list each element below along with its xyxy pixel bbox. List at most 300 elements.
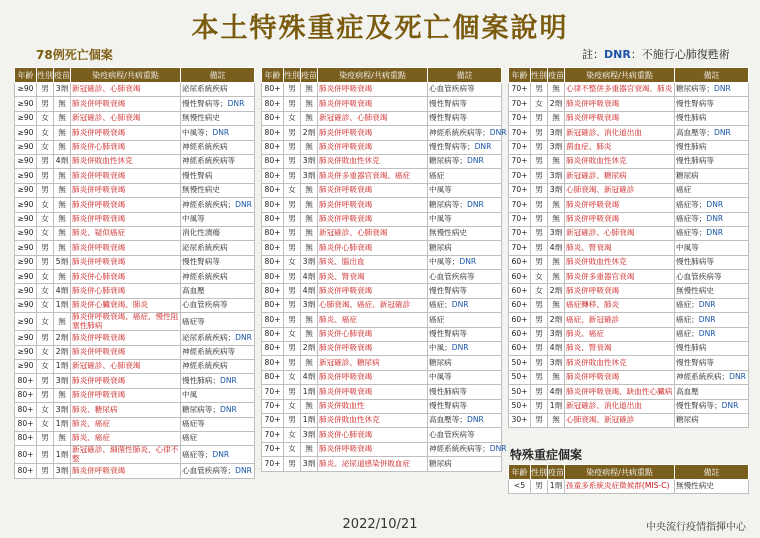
header-row: [262, 68, 502, 83]
sex-cell: 男: [284, 270, 301, 284]
disease-course-cell: 肺炎併呼吸衰竭: [71, 331, 181, 345]
remarks-cell: [181, 241, 255, 255]
age-cell: 30+: [509, 413, 531, 427]
sex-cell: 男: [531, 169, 548, 183]
table-row: [15, 431, 255, 445]
remark-text: 癌症等；: [676, 213, 707, 223]
table-row: [15, 111, 255, 125]
column-header: 疫苗: [301, 68, 318, 83]
remark-text: 中風等: [676, 242, 699, 252]
age-cell: 70+: [262, 413, 284, 427]
disease-course-cell: 肺炎、癌症: [565, 327, 675, 341]
dnr-flag: DNR: [706, 228, 724, 238]
vaccine-cell: 1劑: [301, 385, 318, 399]
table-row: [509, 198, 749, 212]
vaccine-cell: 無: [548, 270, 565, 284]
sex-cell: 男: [284, 385, 301, 399]
sex-cell: 女: [37, 226, 54, 240]
remarks-cell: [428, 111, 502, 125]
vaccine-cell: 無: [301, 183, 318, 197]
remark-text: 糖尿病: [429, 458, 452, 468]
disease-course-cell: 新冠確診、心肺衰竭: [71, 111, 181, 125]
dnr-note: [582, 46, 730, 62]
vaccine-cell: 1劑: [54, 360, 71, 374]
remarks-cell: [675, 298, 749, 312]
column-header: 性別: [531, 465, 548, 480]
disease-course-cell: 新冠確診、糖尿病: [565, 169, 675, 183]
age-cell: 50+: [509, 399, 531, 413]
disease-course-cell: 肺炎併敗血性休克: [565, 154, 675, 168]
dnr-flag: DNR: [713, 127, 731, 137]
table-row: [15, 183, 255, 197]
remarks-cell: [675, 313, 749, 327]
table-row: [262, 111, 502, 125]
table-row: [15, 464, 255, 478]
table-row: [15, 360, 255, 374]
remark-text: 慢性腎病等: [429, 401, 467, 411]
vaccine-cell: 無: [548, 198, 565, 212]
remarks-cell: [428, 83, 502, 97]
age-cell: ≥90: [15, 241, 37, 255]
table-row: [509, 183, 749, 197]
remark-text: 慢性腎病等；: [676, 401, 722, 411]
table-row: [509, 413, 749, 427]
sex-cell: 男: [284, 212, 301, 226]
note-prefix: 註：: [582, 48, 604, 61]
table-row: [262, 428, 502, 442]
vaccine-cell: 2劑: [548, 313, 565, 327]
remark-text: 神經系統疾病等: [182, 347, 236, 357]
table-row: [262, 342, 502, 356]
special-cases-table: [508, 464, 749, 494]
vaccine-cell: 無: [54, 111, 71, 125]
remark-text: 糖尿病等；: [182, 404, 220, 414]
table-row: [15, 241, 255, 255]
remark-text: 神經系統疾病；: [676, 372, 730, 382]
sex-cell: 女: [37, 126, 54, 140]
age-cell: 80+: [262, 342, 284, 356]
sex-cell: 女: [531, 284, 548, 298]
disease-course-cell: 肺炎併呼吸衰竭: [71, 464, 181, 478]
sex-cell: 女: [37, 198, 54, 212]
vaccine-cell: 4劑: [301, 270, 318, 284]
sex-cell: 男: [531, 241, 548, 255]
remarks-cell: [428, 126, 507, 140]
disease-course-cell: 肺炎、糖尿病: [71, 403, 181, 417]
disease-course-cell: 肺炎、腦出血: [318, 255, 428, 269]
sex-cell: 男: [531, 255, 548, 269]
remarks-cell: [181, 169, 255, 183]
age-cell: ≥90: [15, 183, 37, 197]
disease-course-cell: 新冠確診、糖尿病: [318, 356, 428, 370]
remarks-cell: [675, 480, 749, 494]
table-row: [262, 183, 502, 197]
sex-cell: 女: [37, 345, 54, 359]
age-cell: ≥90: [15, 270, 37, 284]
table-row: [262, 241, 502, 255]
table-row: [509, 284, 749, 298]
remarks-cell: [675, 270, 749, 284]
table-row: [509, 111, 749, 125]
age-cell: ≥90: [15, 255, 37, 269]
header-row: [509, 68, 749, 83]
age-cell: ≥90: [15, 313, 37, 331]
vaccine-cell: 3劑: [54, 464, 71, 478]
sex-cell: 男: [284, 313, 301, 327]
age-cell: 70+: [262, 399, 284, 413]
remarks-cell: [181, 183, 255, 197]
sex-cell: 女: [284, 442, 301, 456]
sex-cell: 女: [284, 111, 301, 125]
disease-course-cell: 肺炎併呼吸衰竭: [318, 370, 428, 384]
table-row: [262, 270, 502, 284]
page-title: 本土特殊重症及死亡個案說明: [191, 13, 569, 44]
header-row: [509, 465, 749, 480]
sex-cell: 男: [531, 198, 548, 212]
report-date: 2022/10/21: [342, 517, 418, 532]
sex-cell: 男: [284, 169, 301, 183]
sex-cell: 男: [531, 413, 548, 427]
remark-text: 癌症等；: [676, 228, 707, 238]
disease-course-cell: 肺炎併敗血性休克: [565, 255, 675, 269]
disease-course-cell: 肺炎併呼吸衰竭: [565, 370, 675, 384]
age-cell: 80+: [262, 226, 284, 240]
sex-cell: 女: [37, 212, 54, 226]
sex-cell: 女: [37, 140, 54, 154]
remark-text: 無慢性病史: [182, 113, 220, 123]
remark-text: 慢性肺病等: [676, 156, 714, 166]
vaccine-cell: 無: [548, 212, 565, 226]
disease-course-cell: 肺炎併呼吸衰竭: [71, 169, 181, 183]
remark-text: 神經系統疾病等；: [429, 127, 490, 137]
remark-text: 泌尿系統疾病: [182, 84, 228, 94]
remark-text: 神經系統疾病: [182, 361, 228, 371]
remark-text: 慢性腎病等；: [429, 142, 475, 151]
age-cell: 70+: [509, 97, 531, 111]
remark-text: 神經系統疾病；: [182, 199, 236, 209]
disease-course-cell: 肺炎併呼吸衰竭: [565, 97, 675, 111]
sex-cell: 男: [37, 183, 54, 197]
disease-course-cell: 肺炎併呼吸衰竭: [318, 198, 428, 212]
column-header: 備註: [675, 465, 749, 480]
dnr-flag: DNR: [474, 142, 492, 151]
remarks-cell: [181, 126, 255, 140]
remark-text: 慢性腎病等: [429, 285, 467, 295]
table-row: [262, 442, 502, 456]
age-cell: ≥90: [15, 154, 37, 168]
remark-text: 中風等: [429, 372, 452, 382]
age-cell: 70+: [509, 212, 531, 226]
disease-course-cell: 新冠確診、心肺衰竭: [318, 226, 428, 240]
remark-text: 中風等: [429, 185, 452, 195]
remarks-cell: [675, 370, 749, 384]
disease-course-cell: 心肺衰竭、癌症、新冠確診: [318, 298, 428, 312]
dnr-flag: DNR: [235, 465, 252, 475]
remarks-cell: [428, 356, 502, 370]
disease-course-cell: 肺炎、癌症: [71, 417, 181, 431]
disease-course-cell: 肺炎併呼吸衰竭: [318, 212, 428, 226]
sex-cell: 男: [37, 331, 54, 345]
remarks-cell: [181, 417, 255, 431]
sex-cell: 男: [37, 169, 54, 183]
vaccine-cell: 無: [301, 356, 318, 370]
age-cell: 80+: [262, 169, 284, 183]
vaccine-cell: 4劑: [548, 385, 565, 399]
table-row: [262, 457, 502, 471]
column-header: 年齡: [15, 68, 37, 83]
death-cases-subtitle: 78例死亡個案: [36, 48, 113, 62]
dnr-flag: DNR: [466, 415, 484, 425]
age-cell: 80+: [15, 374, 37, 388]
sex-cell: 男: [531, 83, 548, 97]
remark-text: 糖尿病等；: [676, 84, 714, 94]
remark-text: 中風等: [429, 213, 452, 223]
age-cell: 80+: [15, 403, 37, 417]
sex-cell: 女: [284, 428, 301, 442]
age-cell: ≥90: [15, 212, 37, 226]
disease-course-cell: 肺炎併呼吸衰竭: [318, 284, 428, 298]
table-row: [509, 327, 749, 341]
age-cell: 60+: [509, 255, 531, 269]
table-row: [509, 241, 749, 255]
remark-text: 癌症等；: [182, 449, 213, 459]
sex-cell: 男: [37, 464, 54, 478]
age-cell: 60+: [509, 327, 531, 341]
remarks-cell: [428, 428, 502, 442]
remarks-cell: [675, 169, 749, 183]
remarks-cell: [181, 313, 255, 331]
vaccine-cell: 無: [301, 241, 318, 255]
table-row: [15, 417, 255, 431]
vaccine-cell: 4劑: [301, 284, 318, 298]
vaccine-cell: 無: [548, 154, 565, 168]
age-cell: 60+: [509, 270, 531, 284]
table-row: [15, 331, 255, 345]
remarks-cell: [675, 140, 749, 154]
vaccine-cell: 4劑: [548, 342, 565, 356]
remarks-cell: [181, 83, 255, 97]
vaccine-cell: 無: [548, 370, 565, 384]
sex-cell: 女: [37, 111, 54, 125]
remark-text: 高血壓等；: [429, 415, 467, 425]
disease-course-cell: 肺炎、腎衰竭: [565, 342, 675, 356]
disease-course-cell: 肺炎併多重器官衰竭: [565, 270, 675, 284]
vaccine-cell: 1劑: [548, 399, 565, 413]
disease-course-cell: 肺炎併呼吸衰竭: [565, 212, 675, 226]
table-row: [509, 212, 749, 226]
vaccine-cell: 2劑: [301, 342, 318, 356]
table-row: [15, 446, 255, 464]
dnr-flag: DNR: [219, 375, 237, 385]
sex-cell: 女: [37, 313, 54, 331]
column-header: 疫苗: [548, 68, 565, 83]
vaccine-cell: 無: [301, 198, 318, 212]
remark-text: 糖尿病等；: [429, 199, 467, 209]
vaccine-cell: 1劑: [548, 480, 565, 494]
remark-text: 癌症等: [182, 419, 205, 429]
age-cell: 80+: [262, 183, 284, 197]
sex-cell: 男: [37, 83, 54, 97]
age-cell: 80+: [262, 284, 284, 298]
vaccine-cell: 無: [301, 313, 318, 327]
vaccine-cell: 2劑: [54, 331, 71, 345]
table-row: [15, 270, 255, 284]
table-row: [262, 313, 502, 327]
remark-text: 癌症等；: [676, 199, 707, 209]
age-cell: 70+: [262, 457, 284, 471]
disease-course-cell: 肺炎併呼吸衰竭: [71, 212, 181, 226]
sex-cell: 男: [531, 327, 548, 341]
dnr-flag: DNR: [698, 329, 716, 339]
vaccine-cell: 2劑: [548, 284, 565, 298]
sex-cell: 男: [531, 480, 548, 494]
vaccine-cell: 無: [301, 327, 318, 341]
disease-course-cell: 新冠確診、消化道出血: [565, 126, 675, 140]
remarks-cell: [428, 255, 502, 269]
remark-text: 慢性腎病等；: [182, 98, 228, 108]
disease-course-cell: 新冠確診、消化道出血: [565, 399, 675, 413]
sex-cell: 男: [37, 255, 54, 269]
disease-course-cell: 肺炎併心肺衰竭: [318, 327, 428, 341]
vaccine-cell: 4劑: [301, 370, 318, 384]
dnr-flag: DNR: [451, 343, 469, 353]
remarks-cell: [428, 298, 502, 312]
column-header: 疫苗: [54, 68, 71, 83]
remarks-cell: [181, 345, 255, 359]
death-cases-table-3: [508, 67, 749, 428]
disease-course-cell: 肺炎併心肺衰竭: [71, 284, 181, 298]
table-row: [15, 298, 255, 312]
remarks-cell: [181, 331, 255, 345]
dnr-flag: DNR: [451, 300, 469, 310]
remark-text: 心血管疾病等: [182, 300, 228, 310]
table-row: [15, 212, 255, 226]
table-row: [15, 169, 255, 183]
remarks-cell: [428, 140, 502, 154]
sex-cell: 男: [531, 356, 548, 370]
disease-course-cell: 肺炎併心肺衰竭: [318, 241, 428, 255]
age-cell: 80+: [262, 198, 284, 212]
remark-text: 中風等: [182, 213, 205, 223]
remark-text: 心血管疾病等: [429, 429, 475, 439]
sex-cell: 男: [531, 140, 548, 154]
sex-cell: 男: [37, 241, 54, 255]
age-cell: 80+: [262, 212, 284, 226]
age-cell: 70+: [509, 183, 531, 197]
remark-text: 慢性肺病等: [676, 257, 714, 267]
disease-course-cell: 新冠確診、細菌性肺炎、心律不整: [71, 446, 181, 464]
remarks-cell: [428, 212, 502, 226]
remark-text: 癌症: [676, 185, 692, 195]
age-cell: ≥90: [15, 169, 37, 183]
remarks-cell: [181, 298, 255, 312]
remark-text: 神經系統疾病: [182, 142, 228, 151]
sex-cell: 女: [37, 403, 54, 417]
disease-course-cell: 肺炎、癌症: [318, 313, 428, 327]
disease-course-cell: 孩童多系統炎症徵候群(MIS-C): [565, 480, 675, 494]
remarks-cell: [675, 255, 749, 269]
column-header: 疫苗: [548, 465, 565, 480]
table-row: [15, 126, 255, 140]
sex-cell: 女: [284, 255, 301, 269]
remark-text: 癌症；: [676, 329, 699, 339]
table-row: [509, 480, 749, 494]
remark-text: 無慢性病史: [676, 285, 714, 295]
dnr-flag: DNR: [713, 84, 731, 94]
remarks-cell: [428, 342, 502, 356]
vaccine-cell: 無: [301, 399, 318, 413]
disease-course-cell: 新冠確診、心肺衰竭: [565, 226, 675, 240]
age-cell: 80+: [262, 270, 284, 284]
remarks-cell: [675, 97, 749, 111]
remark-text: 泌尿系統疾病；: [182, 332, 236, 342]
remark-text: 慢性腎病等: [429, 98, 467, 108]
column-header: 染疫病程/共病重點: [318, 68, 428, 83]
sex-cell: 男: [37, 431, 54, 445]
disease-course-cell: 肺炎併呼吸衰竭: [71, 388, 181, 402]
sex-cell: 女: [531, 270, 548, 284]
table-row: [509, 342, 749, 356]
death-cases-table-2: [261, 67, 507, 472]
sex-cell: 男: [284, 342, 301, 356]
remark-text: 消化性潰瘍: [182, 228, 220, 238]
table-row: [262, 226, 502, 240]
remarks-cell: [181, 255, 255, 269]
disease-course-cell: 肺炎併呼吸衰竭: [71, 255, 181, 269]
table-row: [15, 140, 255, 154]
remark-text: 糖尿病: [429, 242, 452, 252]
table-row: [509, 126, 749, 140]
table-row: [509, 140, 749, 154]
remark-text: 慢性腎病等: [429, 113, 467, 123]
column-header: 年齡: [262, 68, 284, 83]
table-row: [15, 226, 255, 240]
table-row: [509, 154, 749, 168]
remark-text: 無慢性病史: [182, 185, 220, 195]
table-row: [262, 198, 502, 212]
age-cell: 80+: [262, 97, 284, 111]
remarks-cell: [428, 154, 502, 168]
table-row: [262, 126, 502, 140]
table-row: [15, 403, 255, 417]
remarks-cell: [181, 270, 255, 284]
disease-course-cell: 肺炎併呼吸衰竭、缺血性心臟病: [565, 385, 675, 399]
remark-text: 慢性腎病等: [676, 357, 714, 367]
vaccine-cell: 無: [54, 140, 71, 154]
disease-course-cell: 肺炎併呼吸衰竭: [318, 183, 428, 197]
remark-text: 慢性肺病: [676, 142, 707, 151]
table-row: [262, 413, 502, 427]
sex-cell: 女: [37, 298, 54, 312]
dnr-flag: DNR: [227, 98, 245, 108]
disease-course-cell: 肺炎併敗血性休克: [71, 154, 181, 168]
remark-text: 慢性腎病等: [676, 98, 714, 108]
disease-course-cell: 肺炎併敗血性休克: [565, 356, 675, 370]
remarks-cell: [675, 385, 749, 399]
vaccine-cell: 無: [548, 298, 565, 312]
sex-cell: 男: [284, 198, 301, 212]
disease-course-cell: 菌血症、肺炎: [565, 140, 675, 154]
remarks-cell: [675, 111, 749, 125]
sex-cell: 男: [284, 284, 301, 298]
remark-text: 癌症；: [676, 300, 699, 310]
remark-text: 神經系統疾病等: [182, 156, 236, 166]
remarks-cell: [675, 399, 749, 413]
vaccine-cell: 無: [54, 212, 71, 226]
remarks-cell: [675, 284, 749, 298]
table-row: [262, 154, 502, 168]
remark-text: 慢性肺病: [676, 113, 707, 123]
